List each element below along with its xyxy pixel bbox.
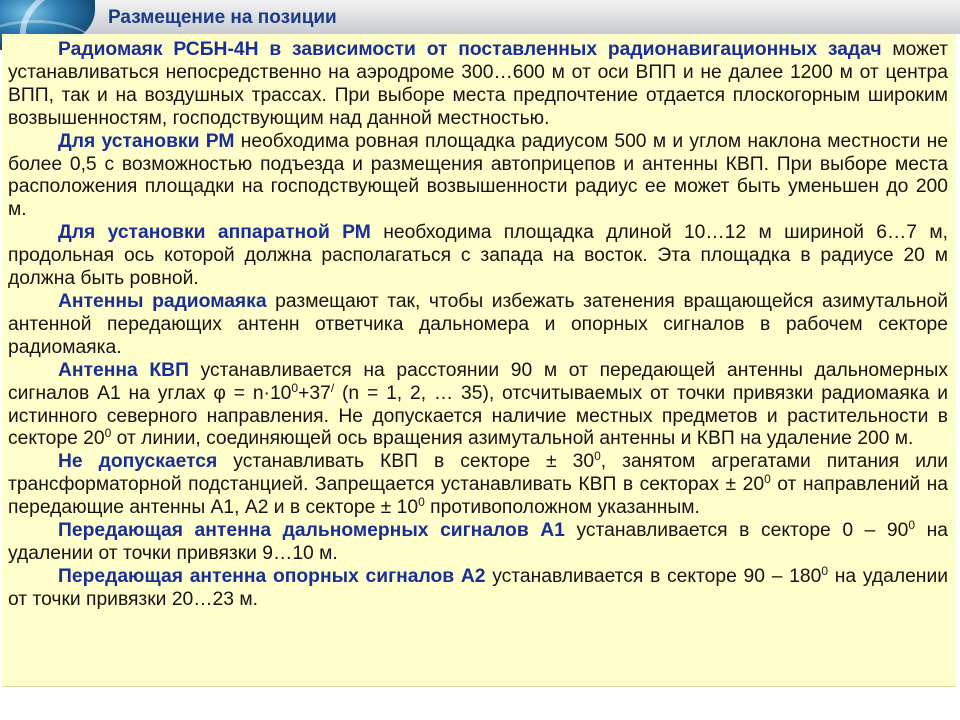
superscript: 0	[821, 563, 829, 578]
paragraph-kvp-antenna	[8, 360, 948, 452]
superscript: 0	[594, 449, 601, 464]
superscript: 0	[418, 495, 425, 510]
paragraph-antenna-a1	[8, 520, 948, 566]
paragraph-lead: Передающая антенна опорных сигналов А2	[58, 565, 486, 587]
paragraph-rm-installation	[8, 131, 948, 223]
paragraph-hardware-installation	[8, 222, 948, 291]
paragraph-text: устанавливается в секторе 90 – 180	[485, 565, 822, 587]
paragraph-text: устанавливается на расстоянии 90 м от передающей антенны дальномерных сигналов А1 на углах φ = n·10	[8, 359, 948, 404]
paragraph-lead: Передающая антенна дальномерных сигналов А1	[58, 520, 565, 542]
paragraph-antenna-a2	[8, 563, 948, 612]
superscript: 0	[104, 426, 112, 441]
paragraph-text: от линии, соединяющей ось вращения азимутальной антенны и КВП на удаление 200 м.	[111, 428, 914, 450]
paragraph-beacon-antennas	[8, 291, 948, 360]
paragraph-lead: Для установки РМ	[58, 130, 235, 152]
paragraph-text: необходима площадка длиной 10…12 м шириной 6…7 м, продольная ось которой должна располагаться с запада на восток. Эта площадка в радиусе 20 м должна быть ровной.	[8, 222, 948, 290]
paragraph-text: необходима ровная площадка радиусом 500 м и углом наклона местности не более 0,5 с возможностью подъезда и размещения автоприцепов и антенны КВП. При выборе места расположения площадки на господствующей возвышенности радиус ее может быть уменьшен до 200 м.	[8, 130, 949, 221]
superscript: 0	[908, 518, 916, 533]
paragraph-text: от направлений на передающие антенны А1, А2 и в секторе ± 10	[8, 474, 948, 519]
paragraph-rsbn	[8, 39, 948, 131]
paragraph-text: противоположном указанным.	[424, 497, 700, 519]
paragraph-text: +37	[298, 382, 331, 404]
body-text	[8, 39, 948, 612]
paragraph-lead: Не допускается	[58, 451, 218, 473]
paragraph-text: устанавливается в секторе 0 – 90	[564, 520, 909, 542]
paragraph-text: может устанавливаться непосредственно на аэродроме 300…600 м от оси ВПП и не далее 1200 м от центра ВПП, так и на воздушных трассах. При выборе места предпочтение отдается плоскогорным широким возвышенностям, господствующим над данной местностью.	[8, 39, 948, 129]
paragraph-text: на удалении от точки привязки 20…23 м.	[8, 565, 948, 610]
paragraph-text: (n = 1, 2, … 35), отсчитываемых от точки привязки радиомаяка и истинного северного направления. Не допускается наличие местных предметов и растительности в секторе 20	[8, 382, 948, 450]
paragraph-text: устанавливать КВП в секторе ± 30	[217, 451, 595, 473]
superscript: /	[330, 380, 335, 395]
paragraph-not-allowed	[8, 451, 948, 520]
paragraph-lead: Антенны радиомаяка	[58, 290, 267, 312]
paragraph-text: , занятом агрегатами питания или трансформаторной подстанцией. Запрещается устанавливать КВП в секторах ± 20	[8, 451, 948, 496]
paragraph-lead: Для установки аппаратной РМ	[58, 222, 371, 244]
content-panel	[2, 34, 956, 687]
paragraph-text: размещают так, чтобы избежать затенения вращающейся азимутальной антенной передающих антенн ответчика дальномера и опорных сигналов в рабочем секторе радиомаяка.	[8, 290, 948, 358]
superscript: 0	[291, 380, 299, 395]
paragraph-text: на удалении от точки привязки 9…10 м.	[8, 520, 949, 564]
slide-title: Размещение на позиции	[108, 7, 337, 28]
paragraph-lead: Антенна КВП	[58, 359, 189, 381]
superscript: 0	[764, 472, 771, 487]
paragraph-lead: Радиомаяк РСБН-4Н в зависимости от поставленных радионавигационных задач	[58, 39, 882, 60]
